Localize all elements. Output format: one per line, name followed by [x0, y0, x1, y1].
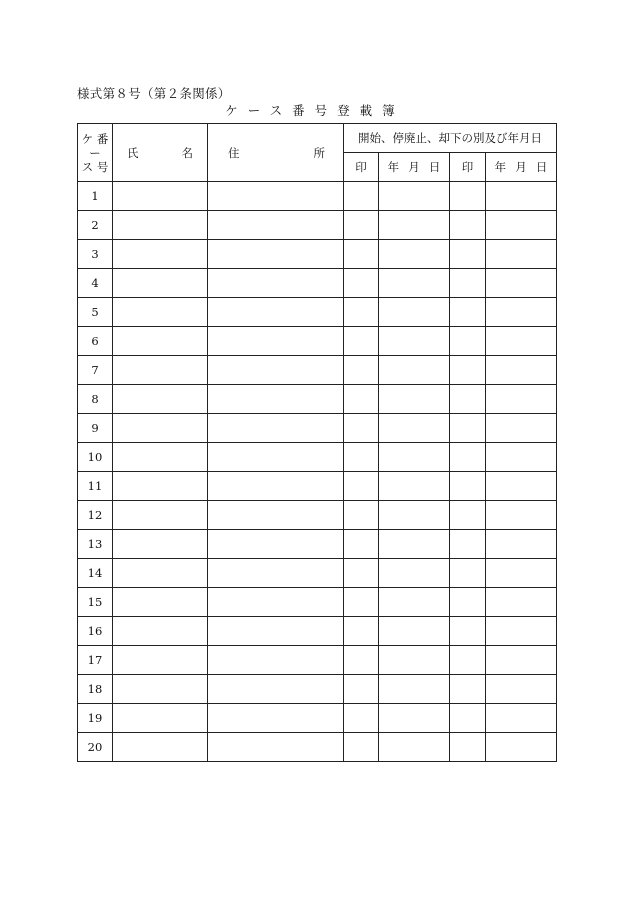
seal-cell [450, 501, 486, 530]
date-cell [379, 414, 450, 443]
seal-cell [344, 269, 379, 298]
date-header-day: 日 [428, 160, 441, 174]
case-number-cell: 3 [78, 240, 113, 269]
address-cell [208, 443, 344, 472]
date-cell [486, 443, 557, 472]
case-number-cell: 18 [78, 675, 113, 704]
table-row [78, 472, 557, 501]
address-cell [208, 472, 344, 501]
seal-cell [450, 588, 486, 617]
seal-cell [344, 385, 379, 414]
seal-cell [344, 327, 379, 356]
address-cell [208, 414, 344, 443]
seal-cell [344, 472, 379, 501]
name-cell [113, 588, 208, 617]
date-header-year: 年 [494, 160, 507, 174]
date-cell [486, 414, 557, 443]
seal-cell [450, 472, 486, 501]
date-cell [486, 501, 557, 530]
case-number-header-line: ス 号 [81, 159, 109, 174]
case-number-cell: 1 [78, 182, 113, 211]
case-number-cell: 9 [78, 414, 113, 443]
date-cell [379, 327, 450, 356]
name-cell [113, 617, 208, 646]
date-header-day: 日 [535, 160, 548, 174]
seal-cell [450, 617, 486, 646]
seal-cell [450, 298, 486, 327]
date-cell [379, 298, 450, 327]
seal-cell [344, 588, 379, 617]
address-cell [208, 501, 344, 530]
name-cell [113, 733, 208, 762]
name-cell [113, 356, 208, 385]
case-number-cell: 20 [78, 733, 113, 762]
status-date-group-header: 開始、停廃止、却下の別及び年月日 [344, 124, 557, 153]
case-number-cell: 15 [78, 588, 113, 617]
form-label: 様式第８号（第２条関係） [77, 86, 231, 101]
address-cell [208, 356, 344, 385]
seal-cell [450, 675, 486, 704]
name-cell [113, 472, 208, 501]
seal-cell [344, 646, 379, 675]
date-cell [379, 211, 450, 240]
case-number-cell: 2 [78, 211, 113, 240]
table-row [78, 269, 557, 298]
name-cell [113, 298, 208, 327]
date-header [486, 153, 557, 182]
table-row [78, 675, 557, 704]
case-number-cell: 12 [78, 501, 113, 530]
seal-cell [450, 385, 486, 414]
header-row-1 [78, 124, 557, 153]
name-cell [113, 240, 208, 269]
seal-cell [344, 704, 379, 733]
name-cell [113, 675, 208, 704]
date-cell [486, 733, 557, 762]
case-number-cell: 10 [78, 443, 113, 472]
seal-cell [450, 327, 486, 356]
address-cell [208, 298, 344, 327]
date-cell [379, 733, 450, 762]
date-cell [486, 588, 557, 617]
table-row [78, 501, 557, 530]
seal-cell [450, 733, 486, 762]
date-cell [486, 269, 557, 298]
name-cell [113, 211, 208, 240]
case-number-header-line: ー [89, 145, 101, 160]
address-cell [208, 646, 344, 675]
seal-cell [450, 559, 486, 588]
seal-header: 印 [450, 153, 486, 182]
seal-cell [450, 414, 486, 443]
date-cell [486, 617, 557, 646]
date-cell [486, 385, 557, 414]
case-number-cell: 4 [78, 269, 113, 298]
table-row [78, 385, 557, 414]
name-cell [113, 501, 208, 530]
date-cell [379, 182, 450, 211]
address-cell [208, 182, 344, 211]
seal-cell [344, 182, 379, 211]
case-number-cell: 5 [78, 298, 113, 327]
name-cell [113, 443, 208, 472]
table-row [78, 733, 557, 762]
date-cell [379, 588, 450, 617]
address-header-char: 所 [313, 145, 325, 160]
name-cell [113, 646, 208, 675]
date-cell [379, 530, 450, 559]
date-header-year: 年 [387, 160, 400, 174]
date-cell [486, 675, 557, 704]
date-cell [379, 385, 450, 414]
seal-cell [344, 240, 379, 269]
date-cell [486, 472, 557, 501]
seal-cell [344, 443, 379, 472]
address-header-char: 住 [228, 145, 240, 160]
case-number-cell: 17 [78, 646, 113, 675]
table-row [78, 559, 557, 588]
table-row [78, 443, 557, 472]
address-cell [208, 385, 344, 414]
date-cell [379, 559, 450, 588]
date-cell [486, 211, 557, 240]
address-cell [208, 733, 344, 762]
name-header-char: 名 [181, 145, 193, 160]
address-cell [208, 269, 344, 298]
name-header [113, 124, 208, 182]
date-cell [379, 269, 450, 298]
case-number-cell: 13 [78, 530, 113, 559]
date-header-month: 月 [515, 160, 527, 174]
address-cell [208, 327, 344, 356]
case-number-cell: 14 [78, 559, 113, 588]
table-row [78, 211, 557, 240]
seal-cell [344, 733, 379, 762]
name-cell [113, 559, 208, 588]
case-number-cell: 8 [78, 385, 113, 414]
name-header-char: 氏 [127, 145, 139, 160]
date-cell [379, 501, 450, 530]
seal-cell [344, 675, 379, 704]
date-cell [486, 240, 557, 269]
form-title: ケース番号登載簿 [225, 103, 405, 118]
date-cell [486, 559, 557, 588]
register-table [77, 123, 557, 762]
name-cell [113, 530, 208, 559]
date-cell [486, 327, 557, 356]
seal-cell [450, 356, 486, 385]
name-cell [113, 704, 208, 733]
date-cell [486, 182, 557, 211]
date-cell [379, 443, 450, 472]
seal-cell [450, 240, 486, 269]
case-number-header-line: ケ 番 [81, 131, 109, 146]
table-row [78, 530, 557, 559]
case-number-cell: 11 [78, 472, 113, 501]
seal-cell [450, 269, 486, 298]
date-cell [486, 356, 557, 385]
seal-cell [344, 414, 379, 443]
date-cell [486, 704, 557, 733]
seal-cell [344, 356, 379, 385]
name-cell [113, 385, 208, 414]
address-cell [208, 617, 344, 646]
seal-cell [450, 211, 486, 240]
name-cell [113, 182, 208, 211]
address-cell [208, 211, 344, 240]
table-row [78, 617, 557, 646]
table-row [78, 240, 557, 269]
address-cell [208, 559, 344, 588]
name-cell [113, 269, 208, 298]
seal-cell [450, 646, 486, 675]
seal-cell [450, 182, 486, 211]
date-cell [379, 240, 450, 269]
seal-cell [450, 443, 486, 472]
case-number-cell: 19 [78, 704, 113, 733]
table-row [78, 704, 557, 733]
case-number-header [78, 124, 113, 182]
table-row [78, 298, 557, 327]
case-number-cell: 16 [78, 617, 113, 646]
case-number-cell: 7 [78, 356, 113, 385]
date-cell [379, 356, 450, 385]
seal-cell [344, 501, 379, 530]
table-row [78, 414, 557, 443]
address-cell [208, 588, 344, 617]
address-cell [208, 240, 344, 269]
date-cell [486, 298, 557, 327]
name-cell [113, 414, 208, 443]
table-row [78, 646, 557, 675]
table-row [78, 356, 557, 385]
date-cell [486, 530, 557, 559]
seal-cell [344, 530, 379, 559]
date-cell [379, 617, 450, 646]
address-header [208, 124, 344, 182]
date-cell [379, 472, 450, 501]
seal-cell [344, 211, 379, 240]
seal-cell [344, 559, 379, 588]
address-cell [208, 530, 344, 559]
date-cell [379, 646, 450, 675]
table-row [78, 327, 557, 356]
seal-header: 印 [344, 153, 379, 182]
address-cell [208, 704, 344, 733]
date-cell [379, 675, 450, 704]
seal-cell [450, 530, 486, 559]
date-cell [379, 704, 450, 733]
table-row [78, 588, 557, 617]
date-header-month: 月 [408, 160, 420, 174]
seal-cell [344, 298, 379, 327]
name-cell [113, 327, 208, 356]
seal-cell [344, 617, 379, 646]
address-cell [208, 675, 344, 704]
seal-cell [450, 704, 486, 733]
date-cell [486, 646, 557, 675]
case-number-cell: 6 [78, 327, 113, 356]
table-row [78, 182, 557, 211]
date-header [379, 153, 450, 182]
